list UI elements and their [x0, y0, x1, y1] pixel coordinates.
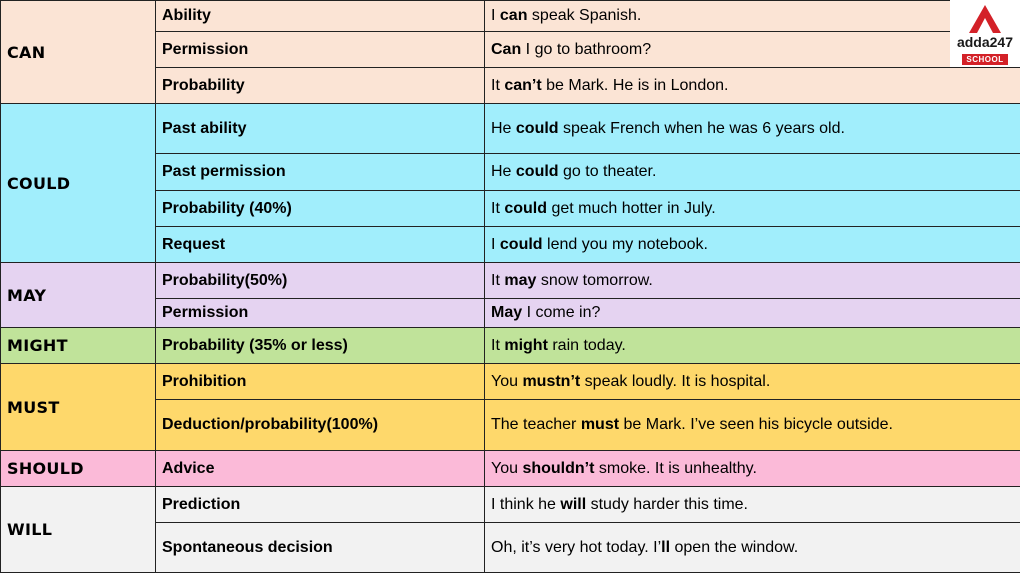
modal-word: may: [504, 271, 537, 289]
usage-cell: Advice: [156, 451, 485, 487]
example-text: study harder this time.: [586, 495, 748, 513]
example-cell: [485, 1, 1020, 32]
example-text: It: [491, 336, 505, 354]
example-cell: [485, 487, 1020, 523]
example-cell: [485, 523, 1020, 573]
example-text: be Mark. He is in London.: [541, 76, 729, 94]
example-text: It: [491, 271, 505, 289]
example-cell: [485, 191, 1020, 227]
example-text: lend you my notebook.: [542, 235, 708, 253]
example-cell: [485, 104, 1020, 154]
example-cell: [485, 400, 1020, 451]
modal-should: SHOULD: [1, 451, 156, 487]
example-text: I go to bathroom?: [521, 40, 652, 58]
example-text: rain today.: [547, 336, 626, 354]
usage-cell: Past ability: [156, 104, 485, 154]
modal-can: CAN: [1, 1, 156, 104]
table-row: [1, 263, 1020, 299]
example-text: speak French when he was 6 years old.: [558, 119, 845, 137]
example-cell: [485, 154, 1020, 191]
modal-may: MAY: [1, 263, 156, 328]
usage-cell: Past permission: [156, 154, 485, 191]
usage-cell: Prohibition: [156, 364, 485, 400]
usage-cell: Prediction: [156, 487, 485, 523]
usage-cell: Permission: [156, 299, 485, 328]
table-row: [1, 487, 1020, 523]
modal-word: Can: [491, 40, 522, 58]
adda247-logo: [950, 0, 1020, 67]
modal-word: could: [504, 199, 548, 217]
modal-word: ll: [661, 538, 671, 556]
modal-word: could: [515, 119, 559, 137]
example-text: smoke. It is unhealthy.: [594, 459, 757, 477]
example-text: speak Spanish.: [527, 7, 642, 24]
usage-cell: Probability (35% or less): [156, 328, 485, 364]
modal-could: COULD: [1, 104, 156, 263]
modal-word: could: [499, 235, 543, 253]
example-cell: [485, 68, 1020, 104]
example-text: Oh, it’s very hot today. I’: [491, 538, 662, 556]
example-text: go to theater.: [558, 163, 657, 180]
example-text: snow tomorrow.: [536, 271, 653, 289]
example-text: You: [491, 459, 523, 477]
modal-word: can’t: [504, 76, 542, 94]
example-cell: [485, 328, 1020, 364]
example-text: He: [491, 163, 516, 180]
logo-brand: adda247: [956, 34, 1014, 50]
example-cell: [485, 32, 1020, 68]
example-text: I: [491, 7, 500, 24]
usage-cell: Probability: [156, 68, 485, 104]
modal-word: will: [560, 495, 587, 513]
example-cell: [485, 263, 1020, 299]
example-text: You: [491, 372, 523, 390]
usage-cell: Spontaneous decision: [156, 523, 485, 573]
example-text: The teacher: [491, 416, 581, 433]
example-text: I think he: [491, 495, 561, 513]
table-row: [1, 364, 1020, 400]
example-text: I come in?: [522, 304, 601, 321]
example-text: I: [491, 235, 500, 253]
modal-must: MUST: [1, 364, 156, 451]
example-text: He: [491, 119, 516, 137]
example-text: It: [491, 76, 505, 94]
modal-word: could: [515, 163, 559, 180]
table-row: [1, 1, 1020, 32]
modal-word: might: [504, 336, 548, 354]
modal-word: shouldn’t: [522, 459, 595, 477]
usage-cell: Request: [156, 227, 485, 263]
usage-cell: Deduction/probability(100%): [156, 400, 485, 451]
example-cell: [485, 227, 1020, 263]
logo-school-badge: SCHOOL: [962, 54, 1007, 65]
modal-word: mustn’t: [522, 372, 581, 390]
example-text: be Mark. I’ve seen his bicycle outside.: [619, 416, 893, 433]
example-cell: [485, 364, 1020, 400]
modal-word: must: [580, 416, 620, 433]
example-text: get much hotter in July.: [547, 199, 716, 217]
example-text: speak loudly. It is hospital.: [580, 372, 771, 390]
modal-will: WILL: [1, 487, 156, 573]
usage-cell: Probability(50%): [156, 263, 485, 299]
modal-word: May: [491, 304, 523, 321]
example-text: It: [491, 199, 505, 217]
example-text: open the window.: [670, 538, 799, 556]
table-row: [1, 328, 1020, 364]
table-row: [1, 451, 1020, 487]
usage-cell: Probability (40%): [156, 191, 485, 227]
modal-word: can: [499, 7, 528, 24]
example-cell: [485, 299, 1020, 328]
adda-a-icon: [968, 4, 1002, 34]
usage-cell: Ability: [156, 1, 485, 32]
modal-might: MIGHT: [1, 328, 156, 364]
example-cell: [485, 451, 1020, 487]
usage-cell: Permission: [156, 32, 485, 68]
table-row: [1, 104, 1020, 154]
